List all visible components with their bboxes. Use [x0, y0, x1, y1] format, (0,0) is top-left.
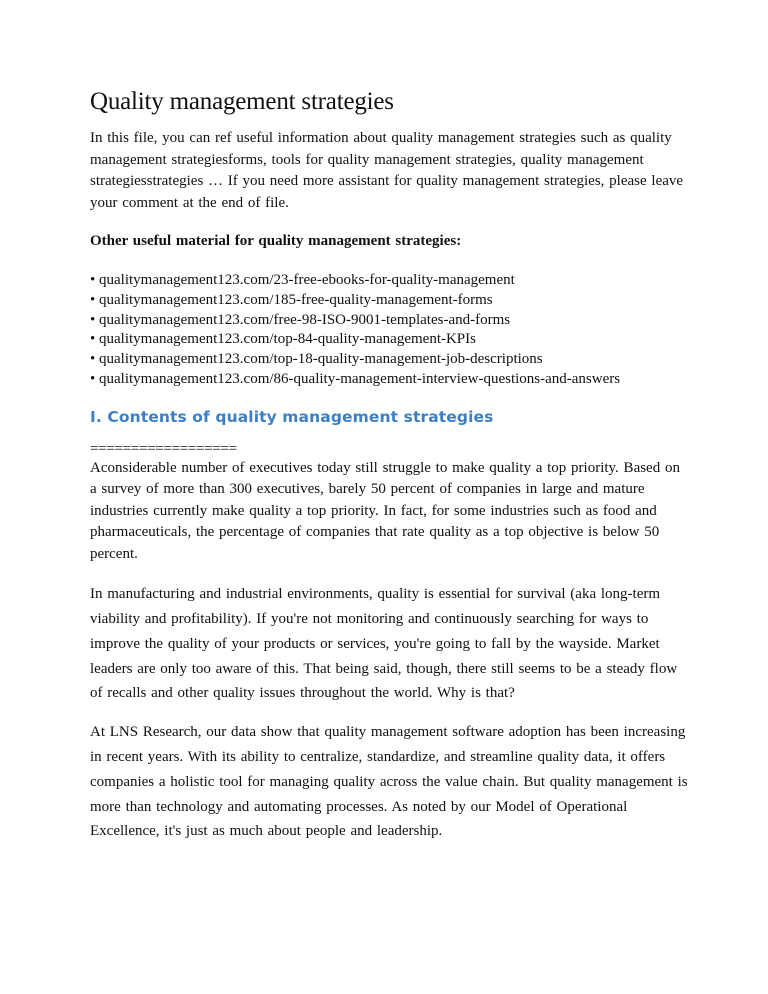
list-item — [90, 350, 690, 370]
useful-link[interactable]: • qualitymanagement123.com/top-18-quality-management-job-descriptions — [90, 351, 543, 368]
useful-link[interactable]: • qualitymanagement123.com/86-quality-management-interview-questions-and-answers — [90, 370, 621, 387]
list-item — [90, 271, 690, 291]
body-paragraph: Aconsiderable number of executives today still struggle to make quality a top priority. Based on a survey of more than 300 executives, barely 50 percent of companies in large and mature industries currently make quality a top priority. In fact, for some industries such as food and pharmaceuticals, the percentage of companies that rate quality as a top objective is below 50 percent. — [90, 459, 680, 562]
body-paragraph: In manufacturing and industrial environments, quality is essential for survival (aka long-term viability and profitability). If you're not monitoring and continuously searching for ways to improve the quality of your products or services, you're going to fall by the wayside. Market leaders are only too aware of this. That being said, though, there still seems to be a steady flow of recalls and other quality issues throughout the world. Why is that? — [90, 586, 678, 702]
intro-paragraph: In this file, you can ref useful information about quality management strategies such as quality management strategiesforms, tools for quality management strategies, quality management strategiesstrategies … If you need more assistant for quality management strategies, please leave your comment at the end of file. — [90, 130, 684, 211]
document-title: Quality management strategies — [90, 88, 394, 115]
list-item — [90, 370, 690, 390]
useful-link[interactable]: • qualitymanagement123.com/free-98-ISO-9001-templates-and-forms — [90, 311, 511, 328]
divider-line: ================== — [90, 440, 237, 457]
useful-material-heading: Other useful material for quality management strategies: — [90, 233, 462, 249]
section-heading: I. Contents of quality management strategies — [90, 407, 494, 426]
useful-link[interactable]: • qualitymanagement123.com/185-free-quality-management-forms — [90, 291, 493, 308]
document-body — [90, 88, 690, 858]
useful-link[interactable]: • qualitymanagement123.com/top-84-quality-management-KPIs — [90, 331, 476, 348]
useful-link[interactable]: • qualitymanagement123.com/23-free-ebooks-for-quality-management — [90, 272, 515, 288]
list-item — [90, 311, 690, 331]
list-item — [90, 330, 690, 350]
body-paragraph: At LNS Research, our data show that quality management software adoption has been increasing in recent years. With its ability to centralize, standardize, and streamline quality data, it offers companies a holistic tool for managing quality across the value chain. But quality management is more than technology and automating processes. As noted by our Model of Operational Excellence, it's just as much about people and leadership. — [90, 724, 688, 840]
useful-links-list — [90, 271, 690, 390]
list-item — [90, 291, 690, 311]
